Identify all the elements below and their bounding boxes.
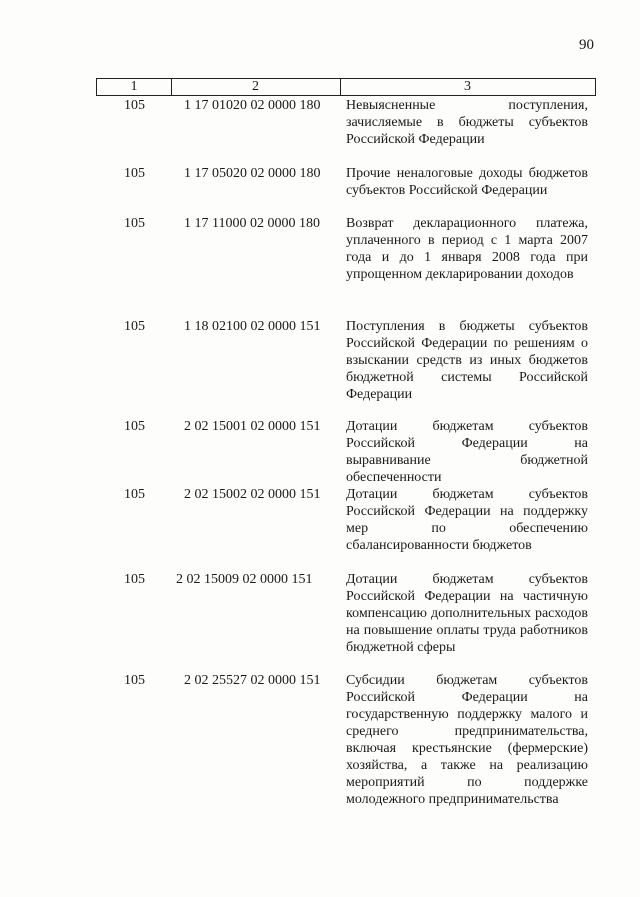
admin-code: 105 (124, 419, 145, 434)
budget-code: 1 17 05020 02 0000 180 (184, 166, 321, 181)
budget-code: 2 02 15009 02 0000 151 (176, 572, 313, 587)
budget-code: 1 17 01020 02 0000 180 (184, 98, 321, 113)
income-description: Возврат декларационного платежа, уплаченного в период с 1 марта 2007 года и до 1 января 2008 года при упрощенном декларировании доходов (346, 216, 588, 282)
budget-code: 2 02 15001 02 0000 151 (184, 419, 321, 434)
admin-code: 105 (124, 216, 145, 231)
admin-code: 105 (124, 166, 145, 181)
budget-code: 2 02 25527 02 0000 151 (184, 673, 321, 688)
header-col-3: 3 (464, 79, 471, 94)
income-description: Дотации бюджетам субъектов Российской Федерации на выравнивание бюджетной обеспеченности (346, 419, 588, 485)
header-col-2: 2 (171, 79, 341, 95)
income-description: Дотации бюджетам субъектов Российской Федерации на поддержку мер по обеспечению сбалансированности бюджетов (346, 487, 588, 553)
budget-code: 1 18 02100 02 0000 151 (184, 319, 321, 334)
budget-code: 2 02 15002 02 0000 151 (184, 487, 321, 502)
admin-code: 105 (124, 487, 145, 502)
income-description: Поступления в бюджеты субъектов Российской Федерации по решениям о взыскании средств из иных бюджетов бюджетной системы Российской Федерации (346, 319, 588, 402)
admin-code: 105 (124, 673, 145, 688)
table-header (96, 78, 596, 96)
admin-code: 105 (124, 98, 145, 113)
budget-code: 1 17 11000 02 0000 180 (184, 216, 320, 231)
header-col-1: 1 (97, 79, 172, 95)
page-number: 90 (579, 37, 594, 53)
income-description: Субсидии бюджетам субъектов Российской Федерации на государственную поддержку малого и среднего предпринимательства, включая крестьянские (фермерские) хозяйства, а также на реализацию мероприятий по поддержке молодежного предпринимательства (346, 673, 588, 807)
income-description: Прочие неналоговые доходы бюджетов субъектов Российской Федерации (346, 166, 588, 198)
admin-code: 105 (124, 572, 145, 587)
income-description: Дотации бюджетам субъектов Российской Федерации на частичную компенсацию дополнительных расходов на повышение оплаты труда работников бюджетной сферы (346, 572, 588, 655)
income-description: Невыясненные поступления, зачисляемые в бюджеты субъектов Российской Федерации (346, 98, 588, 147)
admin-code: 105 (124, 319, 145, 334)
